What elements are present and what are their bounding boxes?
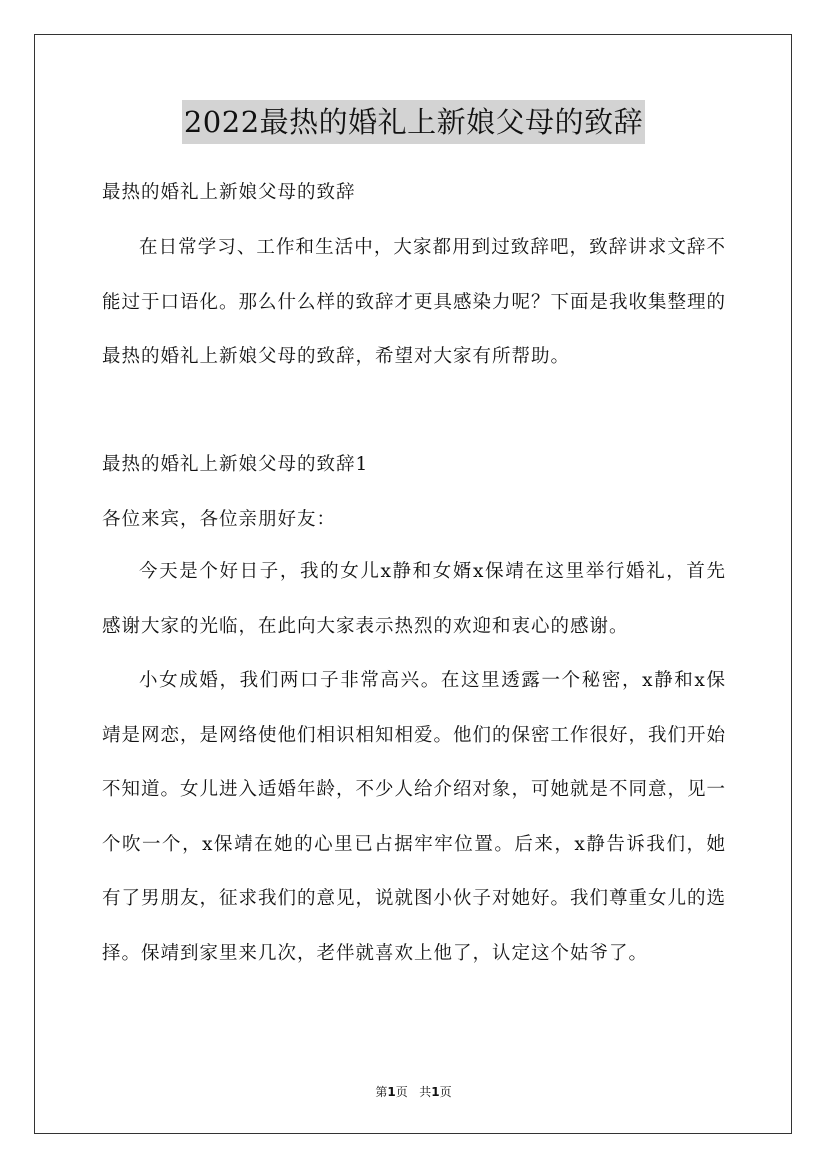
intro-paragraph: 在日常学习、工作和生活中，大家都用到过致辞吧，致辞讲求文辞不能过于口语化。那么什么样的致辞才更具感染力呢？下面是我收集整理的最热的婚礼上新娘父母的致辞，希望对大家有所帮助。 — [102, 237, 727, 367]
footer-page-mid: 页 共 — [395, 1085, 432, 1099]
greeting-line: 各位来宾，各位亲朋好友： — [102, 509, 337, 530]
section-heading: 最热的婚礼上新娘父母的致辞1 — [102, 454, 369, 475]
body-paragraph-2: 小女成婚，我们两口子非常高兴。在这里透露一个秘密，x静和x保靖是网恋，是网络使他们相识相知相爱。他们的保密工作很好，我们开始不知道。女儿进入适婚年龄，不少人给介绍对象，可她就是不同意，见一个吹一个，x保靖在她的心里已占据牢牢位置。后来，x静告诉我们，她有了男朋友，征求我们的意见，说就图小伙子对她好。我们尊重女儿的选择。保靖到家里来几次，老伴就喜欢上他了，认定这个姑爷了。 — [102, 670, 727, 964]
page-footer — [0, 1083, 827, 1100]
footer-page-suffix: 页 — [439, 1085, 452, 1099]
document-title: 2022最热的婚礼上新娘父母的致辞 — [182, 100, 645, 144]
footer-page-total: 1 — [431, 1085, 440, 1099]
footer-page-prefix: 第 — [375, 1085, 388, 1099]
footer-page-current: 1 — [387, 1085, 396, 1099]
document-subtitle: 最热的婚礼上新娘父母的致辞 — [102, 182, 356, 203]
body-paragraph-1: 今天是个好日子，我的女儿x静和女婿x保靖在这里举行婚礼，首先感谢大家的光临，在此向大家表示热烈的欢迎和衷心的感谢。 — [102, 561, 726, 637]
title-container — [0, 100, 827, 144]
